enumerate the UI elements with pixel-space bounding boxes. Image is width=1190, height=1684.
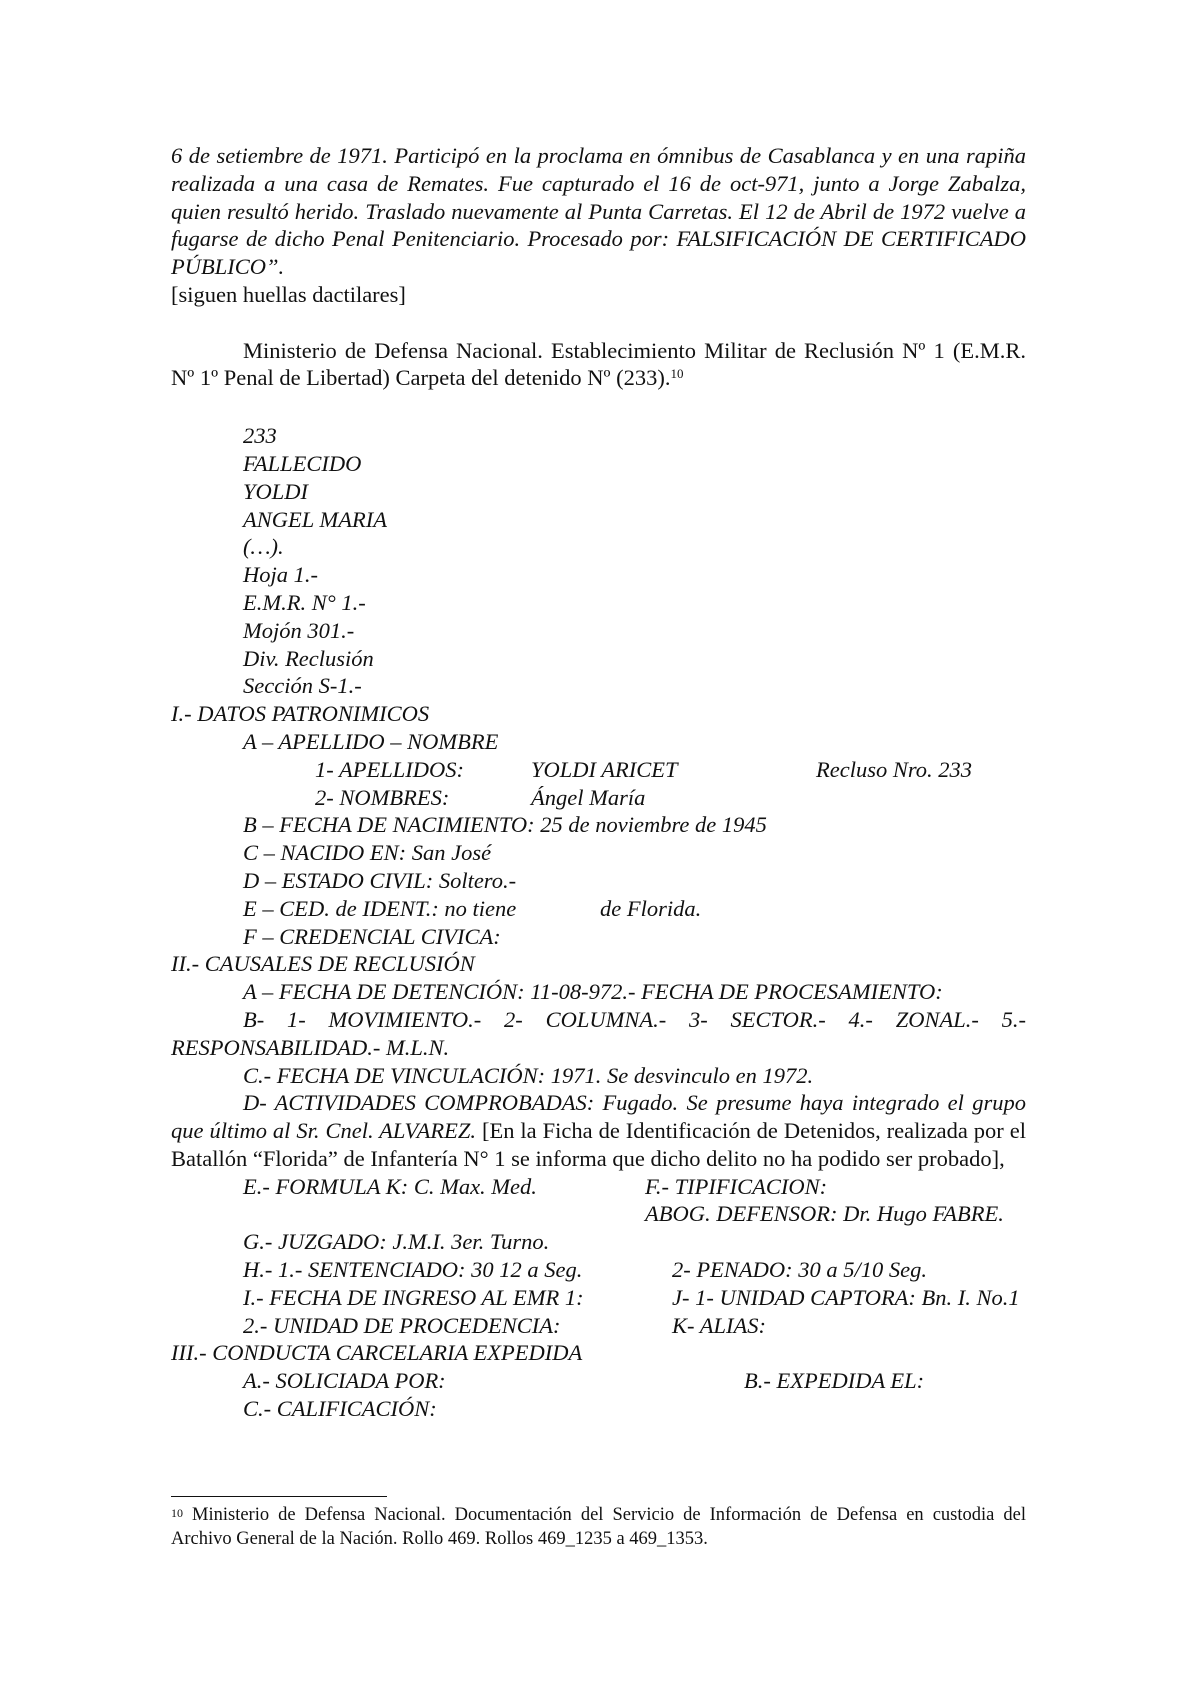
emr-number: E.M.R. N° 1.- [243, 589, 366, 615]
penalty: 2- PENADO: 30 a 5/10 Seg. [672, 1257, 927, 1283]
footnote [171, 1503, 1026, 1551]
section-causales [171, 950, 1026, 1339]
fingerprints-note: [siguen huellas dactilares] [171, 281, 406, 307]
alias: K- ALIAS: [672, 1312, 766, 1338]
nombres-row [171, 784, 1026, 812]
id-card: E – CED. de IDENT.: no tiene [243, 895, 517, 921]
movement-line: B- 1- MOVIMIENTO.- 2- COLUMNA.- 3- SECTOR.- 4.- ZONAL.- 5.- RESPONSABILIDAD.- M.L.N. [171, 1006, 1026, 1060]
activities-text: D- ACTIVIDADES COMPROBADAS: Fugado. Se presume haya integrado el grupo que último al Sr. Cnel. ALVAREZ. [171, 1090, 1026, 1144]
procedencia-row [171, 1312, 1026, 1340]
body-text [171, 142, 1026, 1423]
apellidos-row [171, 756, 1026, 784]
record-number: 233 [243, 423, 277, 449]
birth-date: B – FECHA DE NACIMIENTO: 25 de noviembre de 1945 [243, 812, 767, 838]
apellidos-label: 1- APELLIDOS: [315, 756, 464, 782]
defender-row [171, 1200, 1026, 1228]
activities-note: [En la Ficha de Identificación de Detenidos, realizada por el Batallón “Florida” de Infantería N° 1 se informa que dicho delito no ha podido ser probado], [171, 1118, 1026, 1171]
status-fallecido: FALLECIDO [243, 450, 362, 476]
section3-title: III.- CONDUCTA CARCELARIA EXPEDIDA [171, 1340, 583, 1366]
ellipsis: (…). [243, 534, 284, 560]
section2-title: II.- CAUSALES DE RECLUSIÓN [171, 951, 475, 977]
ministry-paragraph [171, 337, 1026, 393]
defender: ABOG. DEFENSOR: Dr. Hugo FABRE. [645, 1201, 1004, 1227]
section-conducta [171, 1339, 1026, 1422]
ingreso-date: I.- FECHA DE INGRESO AL EMR 1: [243, 1284, 584, 1310]
conduct-row [171, 1367, 1026, 1395]
formula-k: E.- FORMULA K: C. Max. Med. [243, 1173, 537, 1199]
vinculation-date: C.- FECHA DE VINCULACIÓN: 1971. Se desvinculo en 1972. [243, 1062, 814, 1088]
footnote-separator [171, 1496, 387, 1497]
section-datos-patronimicos [171, 700, 1026, 950]
given-names: ANGEL MARIA [243, 506, 387, 532]
civil-status: D – ESTADO CIVIL: Soltero.- [243, 867, 517, 893]
ministry-text: Ministerio de Defensa Nacional. Establecimiento Militar de Reclusión Nº 1 (E.M.R. Nº 1º Penal de Libertad) Carpeta del detenido Nº (233). [171, 337, 1026, 391]
apellidos-value: YOLDI ARICET [531, 756, 678, 782]
nombres-label: 2- NOMBRES: [315, 784, 450, 810]
civic-credential: F – CREDENCIAL CIVICA: [243, 923, 501, 949]
section-code: Sección S-1.- [243, 673, 362, 699]
section1-a-title: A – APELLIDO – NOMBRE [243, 728, 499, 754]
footnote-text: Ministerio de Defensa Nacional. Documentación del Servicio de Información de Defensa en custodia del Archivo General de la Nación. Rollo 469. Rollos 469_1235 a 469_1353. [171, 1505, 1026, 1549]
tipificacion: F.- TIPIFICACION: [645, 1173, 828, 1199]
court: G.- JUZGADO: J.M.I. 3er. Turno. [243, 1229, 550, 1255]
ingreso-row [171, 1284, 1026, 1312]
intro-paragraph: 6 de setiembre de 1971. Participó en la proclama en ómnibus de Casablanca y en una rapiña realizada a una casa de Remates. Fue capturado el 16 de oct-971, junto a Jorge Zabalza, quien resultó herido. Traslado nuevamente al Punta Carretas. El 12 de Abril de 1972 vuelve a fugarse de dicho Penal Penitenciario. Procesado por: FALSIFICACIÓN DE CERTIFICADO PÚBLICO”. [171, 143, 1026, 280]
nombres-value: Ángel María [531, 784, 646, 810]
footnote-reference: 10 [670, 366, 684, 382]
sentence-row [171, 1256, 1026, 1284]
record-header [171, 422, 1026, 700]
surname: YOLDI [243, 478, 309, 504]
section1-title: I.- DATOS PATRONIMICOS [171, 701, 430, 727]
requested-by: A.- SOLICIADA POR: [243, 1368, 446, 1394]
qualification: C.- CALIFICACIÓN: [243, 1396, 437, 1422]
detention-date: A – FECHA DE DETENCIÓN: 11-08-972.- FECHA DE PROCESAMIENTO: [243, 979, 943, 1005]
issued-on: B.- EXPEDIDA EL: [744, 1368, 925, 1394]
capturing-unit-text: J- 1- UNIDAD CAPTORA: Bn. I. No.1 [672, 1284, 1020, 1310]
birth-place: C – NACIDO EN: San José [243, 840, 492, 866]
recluso-number: Recluso Nro. 233 [816, 756, 973, 782]
id-row [171, 895, 1026, 923]
sentenced: H.- 1.- SENTENCIADO: 30 12 a Seg. [243, 1257, 583, 1283]
footnote-number: 10 [171, 1506, 183, 1520]
division: Div. Reclusión [243, 645, 374, 671]
id-origin: de Florida. [600, 895, 702, 921]
capturing-unit [672, 1284, 1026, 1312]
origin-unit: 2.- UNIDAD DE PROCEDENCIA: [243, 1312, 561, 1338]
mojon: Mojón 301.- [243, 617, 355, 643]
formula-row [171, 1173, 1026, 1201]
activities-paragraph [171, 1089, 1026, 1172]
sheet-number: Hoja 1.- [243, 562, 318, 588]
